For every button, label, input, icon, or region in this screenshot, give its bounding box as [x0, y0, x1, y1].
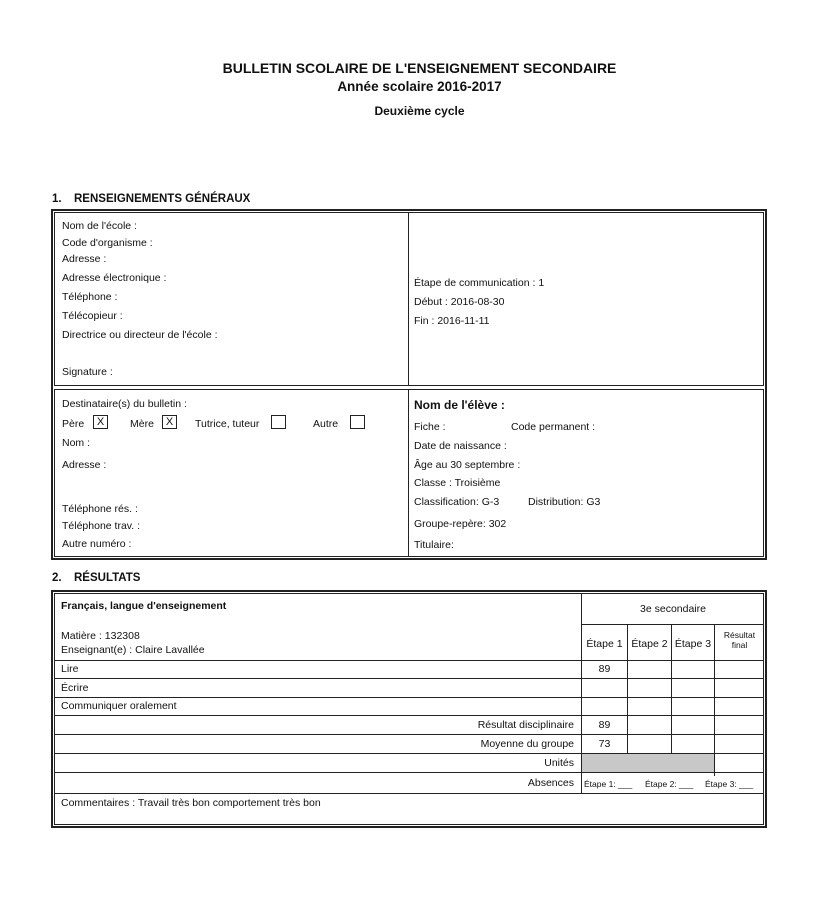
teacher-name: Enseignant(e) : Claire Lavallée — [61, 644, 205, 656]
row-label-reading: Lire — [61, 663, 79, 675]
results-row-divider — [54, 715, 764, 716]
results-row-divider — [54, 734, 764, 735]
level-label: 3e secondaire — [640, 603, 706, 615]
guardian-label: Tutrice, tuteur — [195, 418, 260, 430]
absences-step2: Étape 2: ___ — [645, 779, 694, 789]
section-2-title: RÉSULTATS — [74, 572, 141, 584]
work-phone-label: Téléphone trav. : — [62, 520, 141, 532]
results-row-divider — [54, 772, 764, 773]
organization-code-label: Code d'organisme : — [62, 237, 153, 249]
school-name-label: Nom de l'école : — [62, 220, 137, 232]
units-label: Unités — [544, 757, 574, 769]
col-header-step3: Étape 3 — [674, 638, 712, 650]
age-label: Âge au 30 septembre : — [414, 459, 521, 471]
row-label-oral: Communiquer oralement — [61, 700, 177, 712]
director-label: Directrice ou directeur de l'école : — [62, 329, 218, 341]
home-phone-label: Téléphone rés. : — [62, 503, 138, 515]
distribution — [528, 496, 600, 508]
student-box — [408, 389, 764, 557]
class-value: Classe : Troisième — [414, 477, 501, 489]
school-email-label: Adresse électronique : — [62, 272, 167, 284]
school-fax-label: Télécopieur : — [62, 310, 123, 322]
cycle: Deuxième cycle — [374, 104, 465, 118]
group-average-label: Moyenne du groupe — [480, 738, 574, 750]
mother-label: Mère — [130, 418, 154, 430]
distribution-label: Distribution: — [528, 496, 584, 508]
section-1-title: RENSEIGNEMENTS GÉNÉRAUX — [74, 193, 251, 205]
school-address-label: Adresse : — [62, 253, 107, 265]
other-label: Autre — [313, 418, 339, 430]
col-header-step1: Étape 1 — [586, 638, 623, 650]
results-row-divider — [54, 660, 764, 661]
school-phone-label: Téléphone : — [62, 291, 118, 303]
communication-step: Étape de communication : 1 — [414, 277, 545, 289]
start-date: Début : 2016-08-30 — [414, 296, 505, 308]
row-label-writing: Écrire — [61, 682, 89, 694]
results-row-divider — [54, 697, 764, 698]
section-2-heading — [52, 572, 140, 584]
classification-label: Classification: — [414, 496, 479, 508]
distribution-value: G3 — [586, 496, 601, 508]
file-label: Fiche : — [414, 421, 446, 433]
end-date: Fin : 2016-11-11 — [414, 315, 490, 327]
recipients-label: Destinataire(s) du bulletin : — [62, 398, 187, 410]
section-1-heading — [52, 193, 250, 205]
disciplinary-result-step1: 89 — [598, 719, 611, 731]
comments: Commentaires : Travail très bon comportement très bon — [61, 797, 321, 809]
section-1-number: 1. — [52, 193, 62, 205]
section-2-number: 2. — [52, 572, 62, 584]
absences-label: Absences — [527, 777, 574, 789]
homeroom-teacher-label: Titulaire: — [414, 539, 454, 551]
father-label: Père — [62, 418, 85, 430]
recipient-address-label: Adresse : — [62, 459, 107, 471]
classification-value: G-3 — [481, 496, 500, 508]
recipient-name-label: Nom : — [62, 437, 91, 449]
absences-step3: Étape 3: ___ — [705, 779, 754, 789]
guardian-checkbox[interactable] — [271, 415, 286, 429]
results-row-divider — [54, 678, 764, 679]
father-checkbox[interactable]: X — [93, 415, 108, 429]
other-checkbox[interactable] — [350, 415, 365, 429]
classification — [414, 496, 499, 508]
row-value-reading-step1: 89 — [598, 663, 611, 675]
reference-group: Groupe-repère: 302 — [414, 518, 507, 530]
subject-code: Matière : 132308 — [61, 630, 140, 642]
student-name-heading: Nom de l'élève : — [414, 398, 505, 412]
other-number-label: Autre numéro : — [62, 538, 132, 550]
group-average-step1: 73 — [598, 738, 611, 750]
school-year: Année scolaire 2016-2017 — [337, 79, 502, 94]
report-title: BULLETIN SCOLAIRE DE L'ENSEIGNEMENT SECONDAIRE — [222, 60, 617, 76]
results-row-divider — [581, 624, 764, 625]
signature-label: Signature : — [62, 366, 113, 378]
results-row-divider — [54, 793, 764, 794]
mother-checkbox[interactable]: X — [162, 415, 177, 429]
subject-name: Français, langue d'enseignement — [61, 600, 227, 612]
col-header-final: Résultat final — [723, 630, 756, 650]
col-header-step2: Étape 2 — [631, 638, 668, 650]
birthdate-label: Date de naissance : — [414, 440, 507, 452]
permanent-code-label: Code permanent : — [511, 421, 596, 433]
disciplinary-result-label: Résultat disciplinaire — [477, 719, 574, 731]
absences-step1: Étape 1: ___ — [584, 779, 633, 789]
units-shaded-cell — [582, 754, 714, 772]
